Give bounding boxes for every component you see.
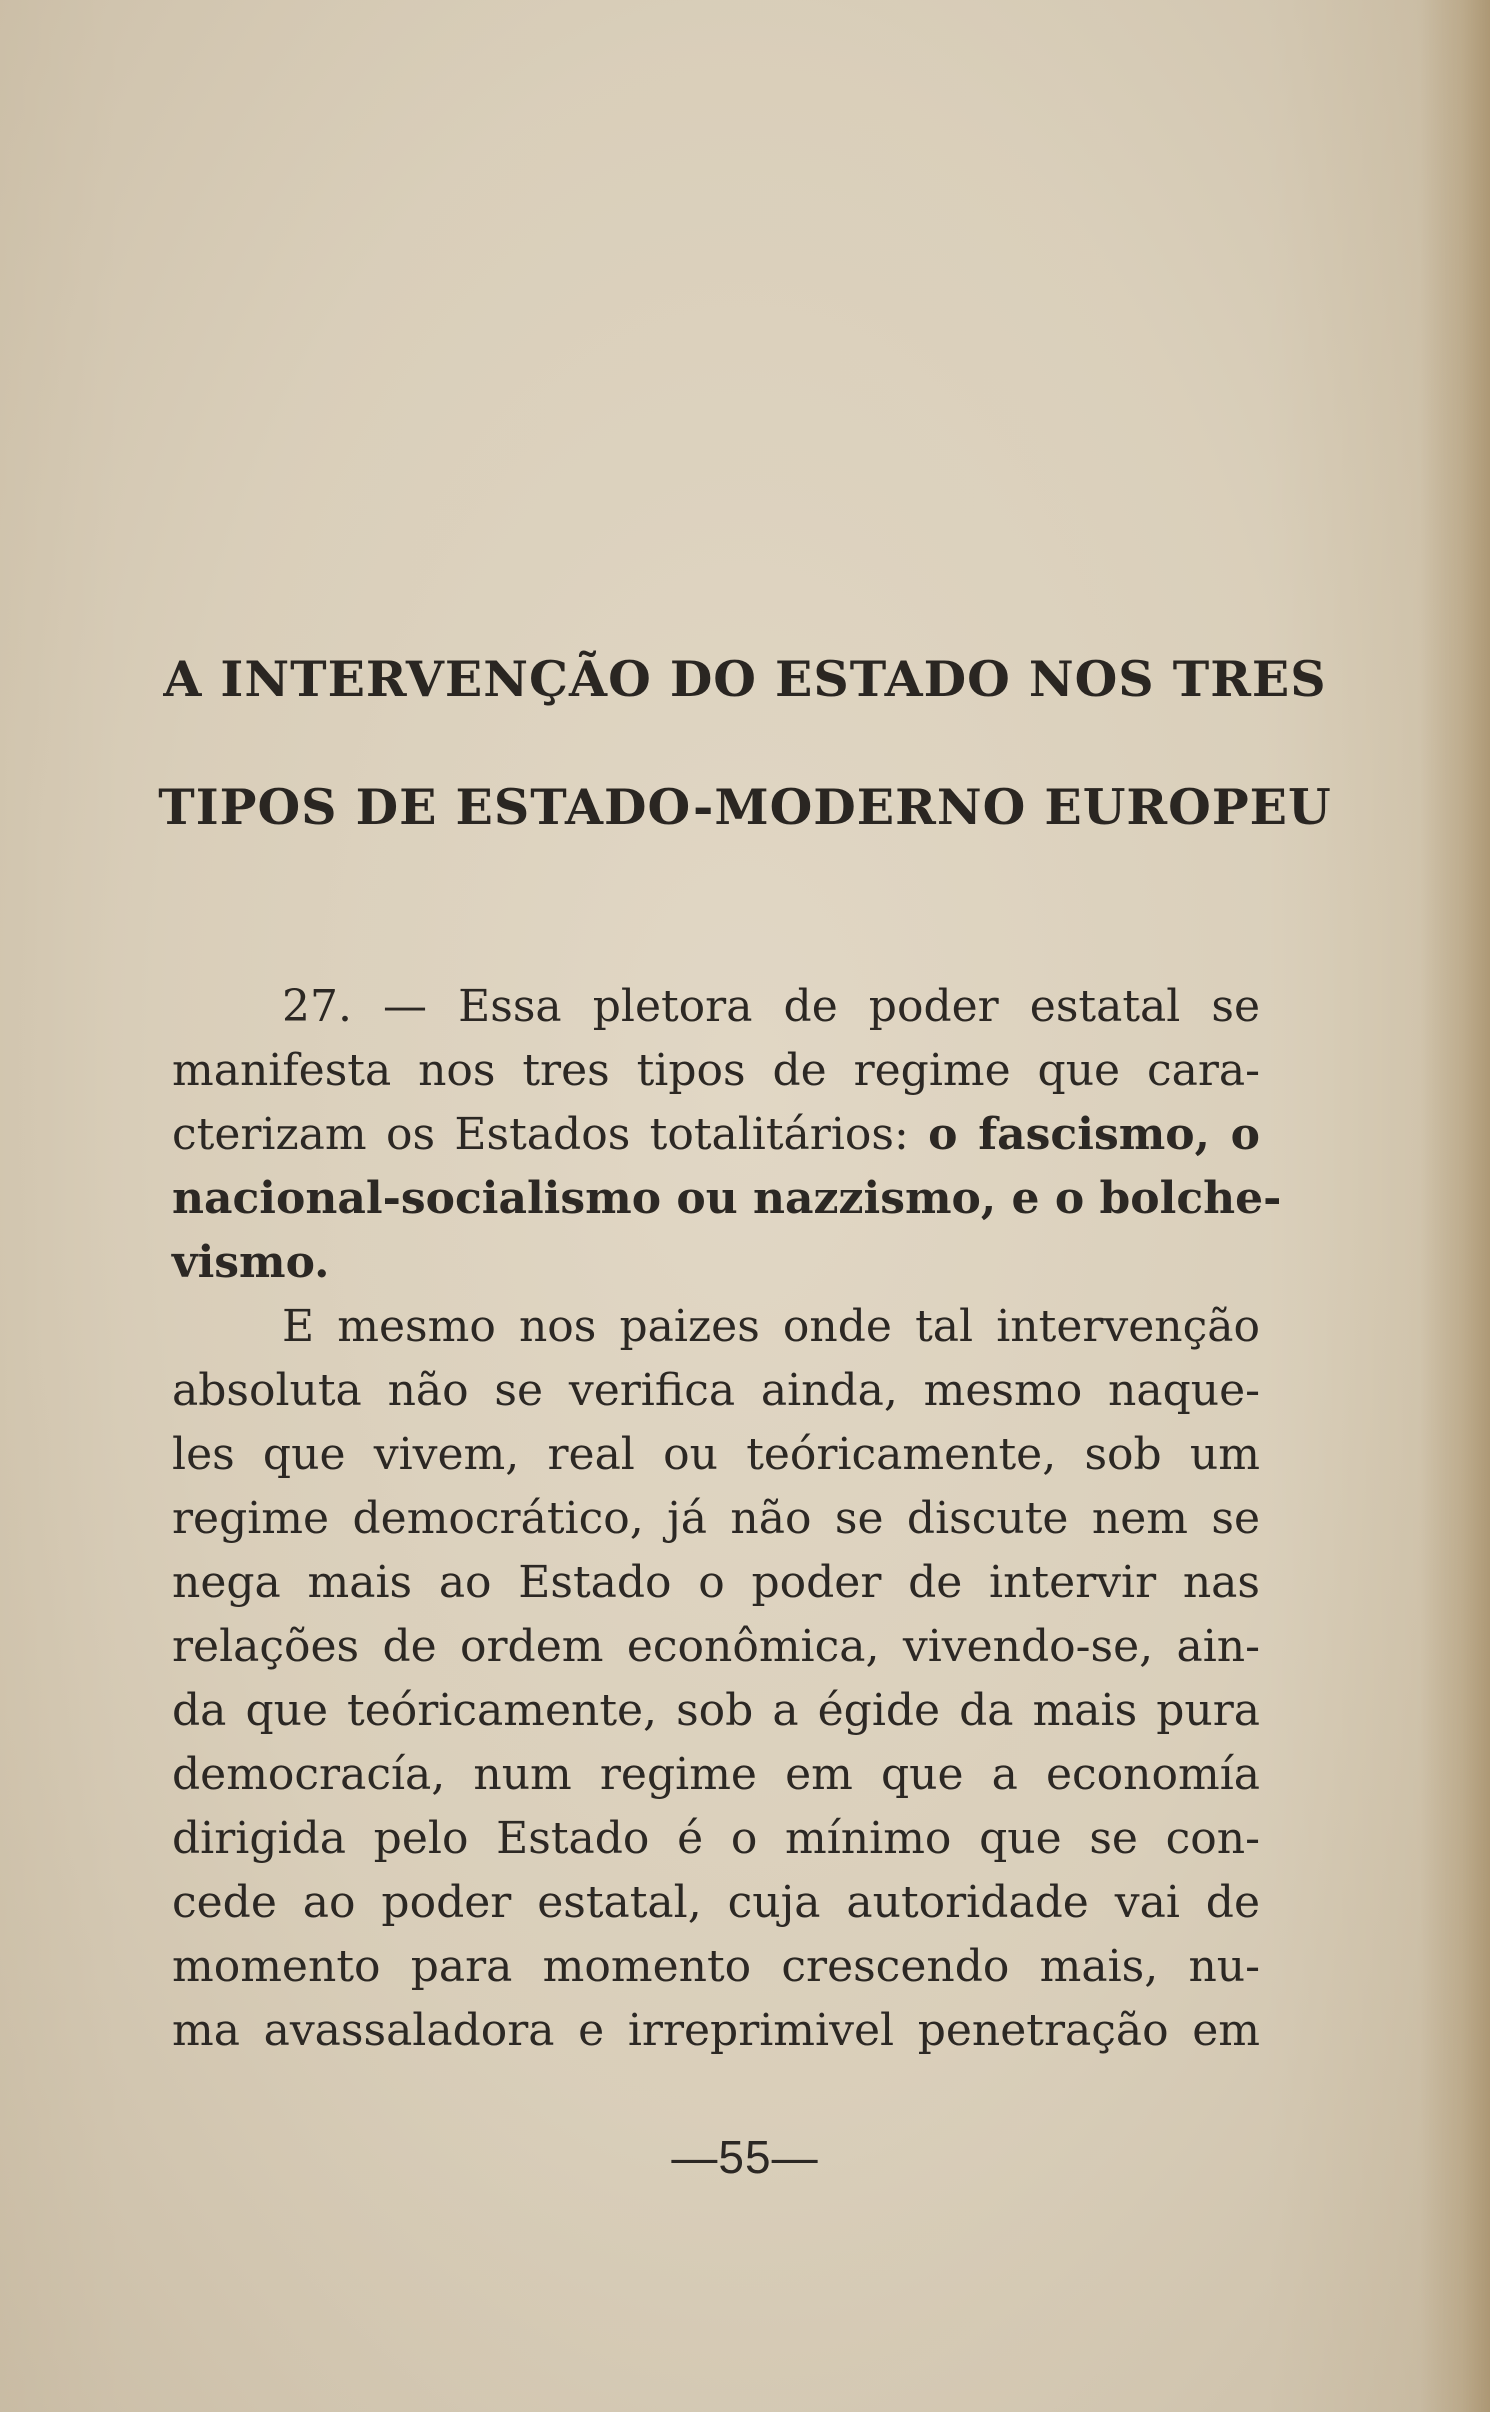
chapter-heading-line-1: A INTERVENÇÃO DO ESTADO NOS TRES: [163, 650, 1327, 708]
paragraph-line: cede ao poder estatal, cuja autoridade vai de: [172, 1877, 1260, 1928]
paragraph-line: ma avassaladora e irreprimivel penetração em: [172, 2005, 1260, 2056]
paragraph-line: manifesta nos tres tipos de regime que cara-: [172, 1045, 1260, 1096]
paragraph-line: nega mais ao Estado o poder de intervir nas: [172, 1557, 1260, 1608]
paragraph-line: democracía, num regime em que a economía: [172, 1749, 1260, 1800]
paragraph-line: regime democrático, já não se discute nem se: [172, 1493, 1260, 1544]
paragraph-line-text: cterizam os Estados totalitários:: [172, 1109, 929, 1160]
paragraph-27: [172, 975, 1282, 1295]
paragraph-line: relações de ordem econômica, vivendo-se, ain-: [172, 1621, 1260, 1672]
paragraph-line: E mesmo nos paizes onde tal intervenção: [282, 1301, 1260, 1352]
paragraph-intervention: [172, 1295, 1260, 2063]
paragraph-line: da que teóricamente, sob a égide da mais pura: [172, 1685, 1260, 1736]
page-number: —55—: [671, 2131, 819, 2183]
bold-emphasis: o fascismo, o: [928, 1109, 1260, 1160]
paragraph-line: 27. — Essa pletora de poder estatal se: [282, 981, 1260, 1032]
paragraph-line: dirigida pelo Estado é o mínimo que se con-: [172, 1813, 1260, 1864]
paragraph-line: absoluta não se verifica ainda, mesmo naque-: [172, 1365, 1260, 1416]
paragraph-line: les que vivem, real ou teóricamente, sob um: [172, 1429, 1260, 1480]
paragraph-line: vismo.: [172, 1237, 330, 1288]
paragraph-line: momento para momento crescendo mais, nu-: [172, 1941, 1260, 1992]
paragraph-line: nacional-socialismo ou nazzismo, e o bolche-: [172, 1173, 1282, 1224]
paragraph-line: [172, 1103, 1260, 1167]
chapter-heading-line-2: TIPOS DE ESTADO-MODERNO EUROPEU: [158, 778, 1332, 836]
page-edge-shadow: [1420, 0, 1490, 2412]
